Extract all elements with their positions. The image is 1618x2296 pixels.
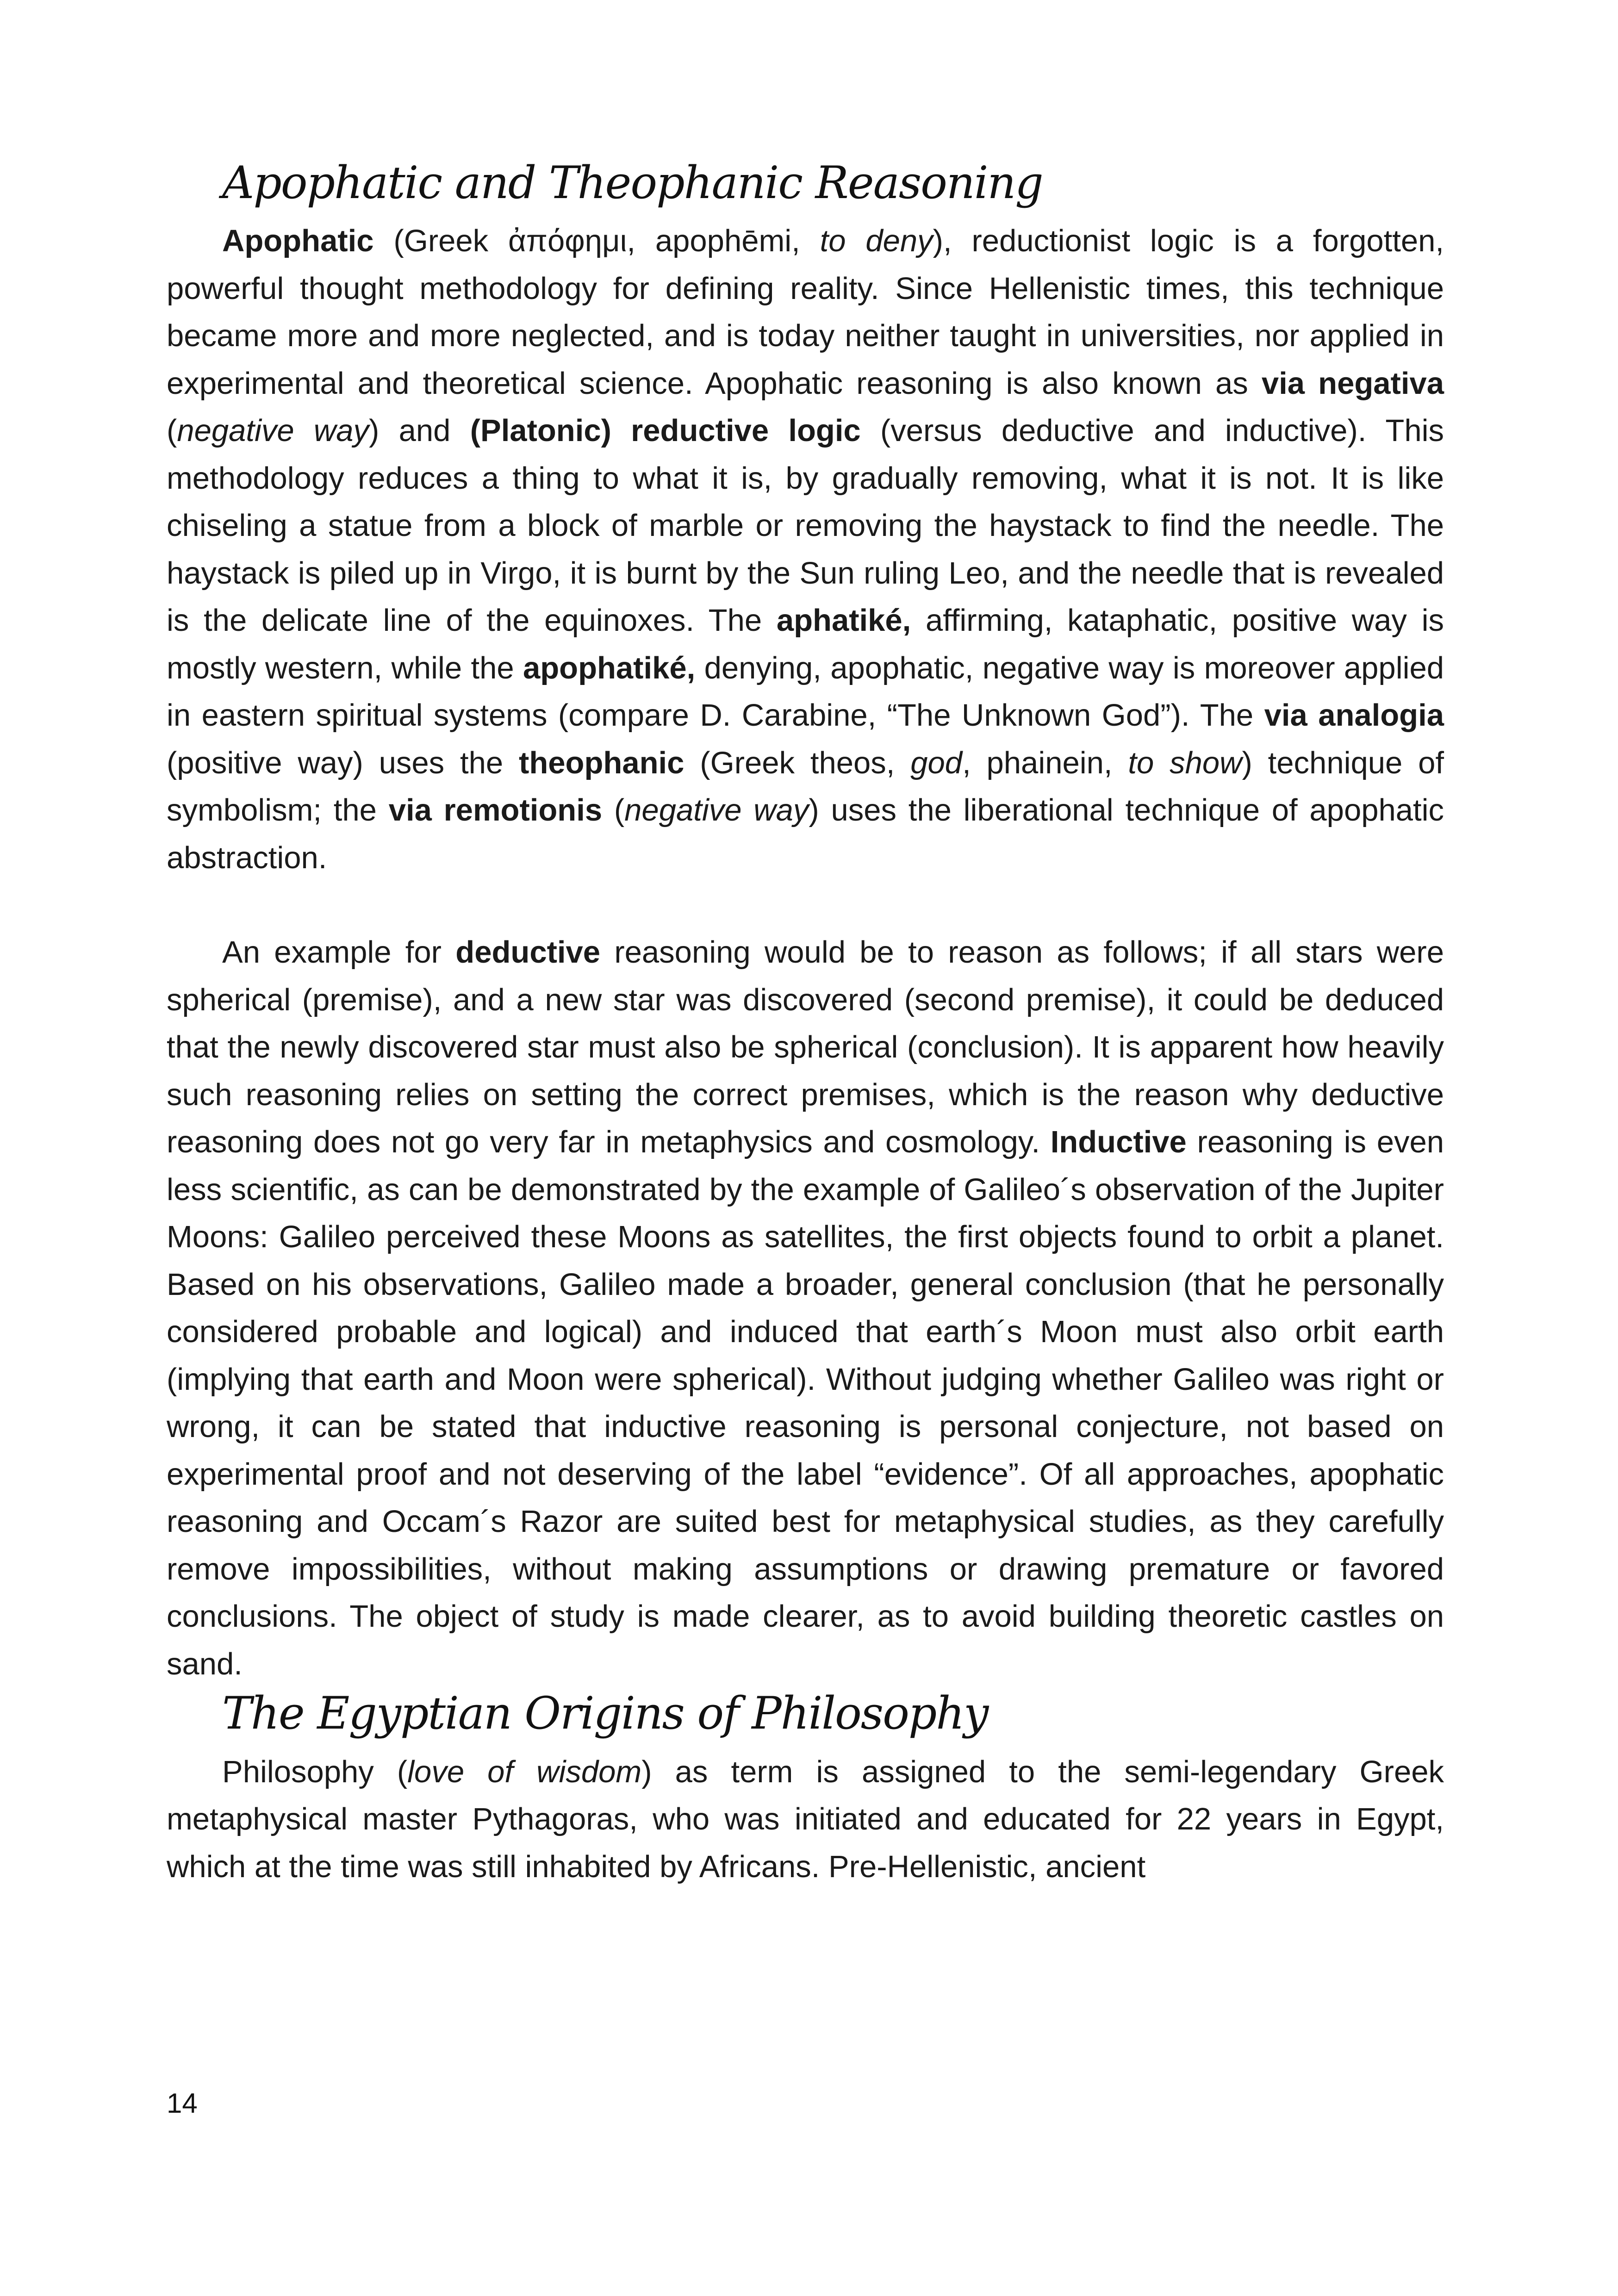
bold-term: via analogia (1264, 698, 1444, 733)
text-run: ) uses the liberational technique of apophatic abstraction. (167, 793, 1444, 875)
text-run: , phainein, (962, 745, 1128, 780)
italic-gloss: god (910, 745, 963, 780)
bold-term: Apophatic (222, 224, 374, 259)
section-title-egyptian-origins: The Egyptian Origins of Philosophy (222, 1687, 988, 1740)
italic-gloss: love of wisdom (407, 1754, 642, 1789)
text-run: affirming, kataphatic, positive way is mostly western, while the (167, 603, 1444, 685)
italic-gloss: negative way (624, 793, 809, 828)
text-run: ) technique of symbolism; the (167, 745, 1444, 828)
italic-gloss: to show (1128, 745, 1242, 780)
section-title-apophatic: Apophatic and Theophanic Reasoning (222, 157, 1043, 209)
text-run: (Greek ἀπόφημι, apophēmi, (373, 224, 820, 259)
page-number: 14 (167, 2088, 198, 2119)
text-run: ) and (369, 413, 470, 448)
text-run: (Greek theos, (684, 745, 911, 780)
text-run: An example for (222, 935, 456, 970)
paragraph-gap (167, 882, 1444, 929)
bold-term: Inductive (1050, 1125, 1187, 1160)
bold-term: apophatiké, (523, 650, 696, 685)
paragraph-philosophy (167, 1748, 1444, 1891)
text-run: (positive way) uses the (167, 745, 519, 780)
text-run: reasoning is even less scientific, as can be demonstrated by the example of Galileo´s observation of the Jupiter Moons: Galileo perceived these Moons as satellites, the first objects found to orbit a planet. Based on his observations, Galileo made a broader, general conclusion (that he personally considered probable and logical) and induced that earth´s Moon must also orbit earth (implying that earth and Moon were spherical). Without judging whether Galileo was right or wrong, it can be stated that inductive reasoning is personal conjecture, not based on experimental proof and not deserving of the label “evidence”. Of all approaches, apophatic reasoning and Occam´s Razor are suited best for metaphysical studies, as they carefully remove impossibilities, without making assumptions or drawing premature or favored conclusions. The object of study is made clearer, as to avoid building theoretic castles on sand. (167, 1125, 1444, 1681)
page-body (167, 157, 1444, 1891)
text-run: ) as term is assigned to the semi-legendary Greek metaphysical master Pythagoras, who was initiated and educated for 22 years in Egypt, which at the time was still inhabited by Africans. Pre-Hellenistic, ancient (167, 1754, 1444, 1884)
italic-gloss: to deny (820, 224, 933, 259)
paragraph-apophatic (167, 218, 1444, 882)
bold-term: via remotionis (388, 793, 603, 828)
bold-term: theophanic (519, 745, 685, 780)
bold-term: aphatiké, (776, 603, 911, 638)
bold-term: (Platonic) reductive logic (470, 413, 861, 448)
text-run: ( (602, 793, 625, 828)
bold-term: deductive (455, 935, 601, 970)
paragraph-deductive-inductive (167, 929, 1444, 1688)
bold-term: via negativa (1261, 366, 1444, 401)
text-run: ( (167, 413, 177, 448)
text-run: (versus deductive and inductive). This methodology reduces a thing to what it is, by gradually removing, what it is not. It is like chiseling a statue from a block of marble or removing the haystack to find the needle. The haystack is piled up in Virgo, it is burnt by the Sun ruling Leo, and the needle that is revealed is the delicate line of the equinoxes. The (167, 413, 1444, 638)
italic-gloss: negative way (177, 413, 369, 448)
text-run: ), reductionist logic is a forgotten, powerful thought methodology for defining reality. Since Hellenistic times, this technique became more and more neglected, and is today neither taught in universities, nor applied in experimental and theoretical science. Apophatic reasoning is also known as (167, 224, 1444, 401)
text-run: denying, apophatic, negative way is moreover applied in eastern spiritual systems (compare D. Carabine, “The Unknown God”). The (167, 650, 1444, 733)
text-run: Philosophy ( (222, 1754, 408, 1789)
text-run: reasoning would be to reason as follows; if all stars were spherical (premise), and a new star was discovered (second premise), it could be deduced that the newly discovered star must also be spherical (conclusion). It is apparent how heavily such reasoning relies on setting the correct premises, which is the reason why deductive reasoning does not go very far in metaphysics and cosmology. (167, 935, 1444, 1160)
